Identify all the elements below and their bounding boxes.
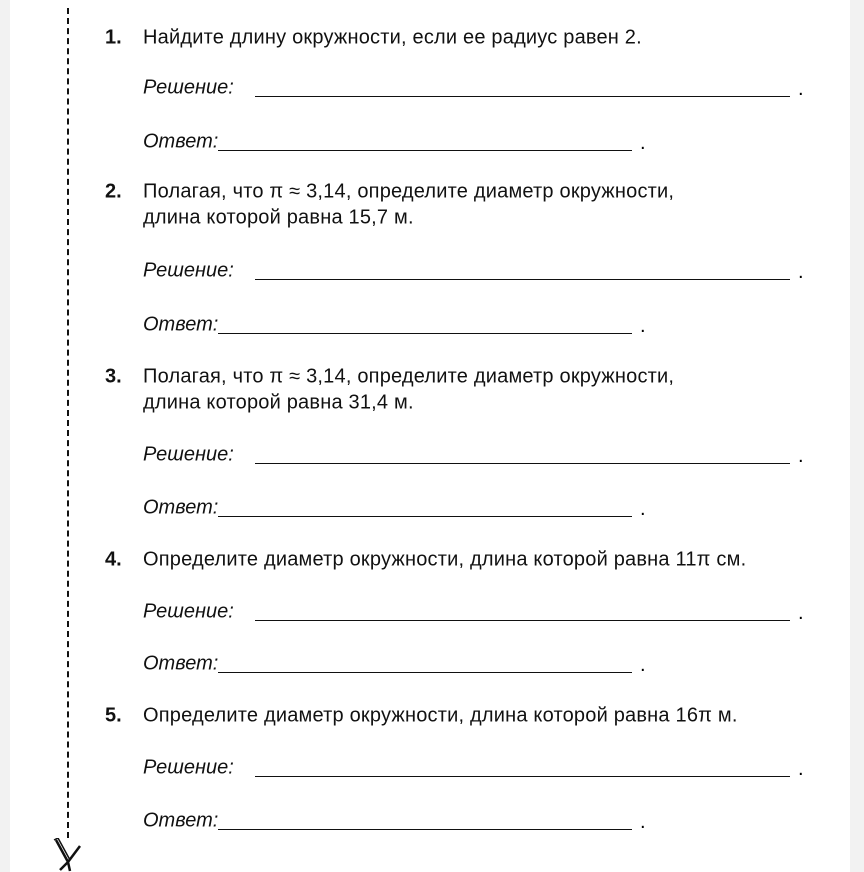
problem-text: длина которой равна 15,7 м. — [143, 206, 414, 229]
period: . — [798, 261, 804, 284]
solution-answer-line[interactable] — [255, 463, 790, 464]
solution-answer-line[interactable] — [255, 96, 790, 97]
answer-label: Ответ: — [143, 130, 219, 153]
answer-label: Ответ: — [143, 652, 219, 675]
cut-line — [67, 8, 69, 838]
problem-number: 1. — [105, 26, 122, 49]
period: . — [798, 758, 804, 781]
problem-text: Определите диаметр окружности, длина которой равна 16π м. — [143, 704, 738, 727]
period: . — [640, 654, 646, 677]
problem-number: 4. — [105, 548, 122, 571]
period: . — [640, 498, 646, 521]
period: . — [640, 811, 646, 834]
answer-line[interactable] — [218, 829, 632, 830]
answer-line[interactable] — [218, 672, 632, 673]
solution-label: Решение: — [143, 756, 234, 779]
answer-line[interactable] — [218, 333, 632, 334]
answer-line[interactable] — [218, 516, 632, 517]
problem-text: Найдите длину окружности, если ее радиус равен 2. — [143, 26, 642, 49]
period: . — [798, 78, 804, 101]
solution-label: Решение: — [143, 76, 234, 99]
solution-label: Решение: — [143, 259, 234, 282]
problem-text: Полагая, что π ≈ 3,14, определите диаметр окружности, — [143, 365, 675, 388]
solution-label: Решение: — [143, 600, 234, 623]
period: . — [640, 315, 646, 338]
problem-text: длина которой равна 31,4 м. — [143, 391, 414, 414]
problem-number: 3. — [105, 365, 122, 388]
answer-label: Ответ: — [143, 496, 219, 519]
problem-number: 2. — [105, 180, 122, 203]
worksheet-page — [10, 0, 850, 872]
period: . — [798, 445, 804, 468]
answer-label: Ответ: — [143, 809, 219, 832]
problem-number: 5. — [105, 704, 122, 727]
answer-label: Ответ: — [143, 313, 219, 336]
answer-line[interactable] — [218, 150, 632, 151]
solution-answer-line[interactable] — [255, 279, 790, 280]
period: . — [640, 132, 646, 155]
solution-label: Решение: — [143, 443, 234, 466]
solution-answer-line[interactable] — [255, 776, 790, 777]
period: . — [798, 602, 804, 625]
problem-text: Определите диаметр окружности, длина которой равна 11π см. — [143, 548, 747, 571]
solution-answer-line[interactable] — [255, 620, 790, 621]
problem-text: Полагая, что π ≈ 3,14, определите диаметр окружности, — [143, 180, 675, 203]
scissors-icon — [48, 838, 88, 872]
